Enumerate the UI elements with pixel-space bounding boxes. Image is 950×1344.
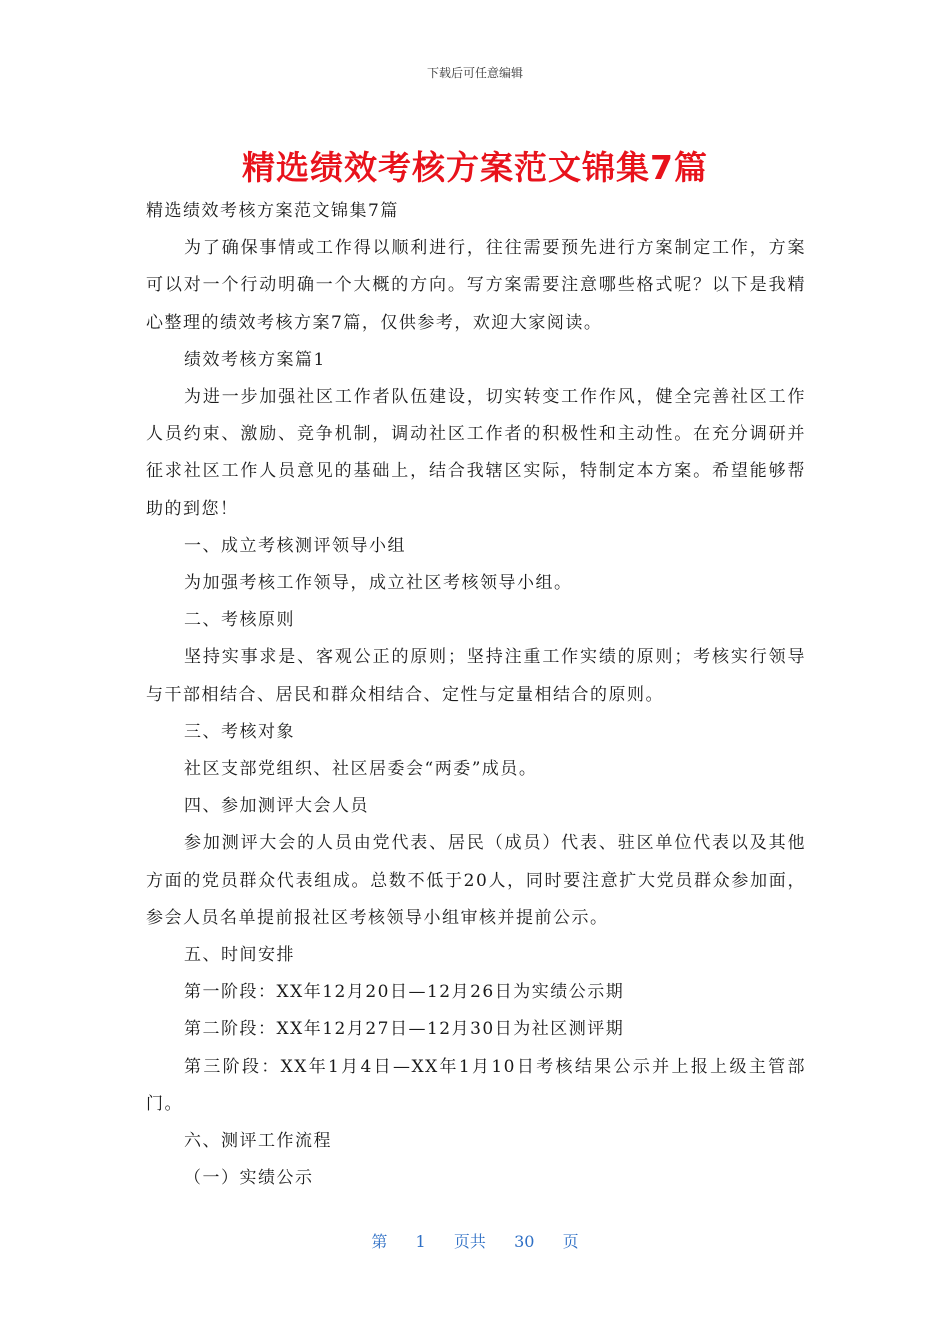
body-paragraph: 第三阶段：XX年1月4日—XX年1月10日考核结果公示并上报上级主管部门。 [146,1056,806,1114]
section-heading: 一、成立考核测评领导小组 [184,535,406,556]
document-body [146,193,806,1197]
section-heading: 六、测评工作流程 [184,1131,332,1152]
body-paragraph: 第一阶段：XX年12月20日—12月26日为实绩公示期 [184,982,625,1003]
section-heading: 二、考核原则 [184,610,295,631]
total-page-count: 30 [514,1232,535,1251]
body-paragraph: 为加强考核工作领导，成立社区考核领导小组。 [184,573,573,594]
document-title: 精选绩效考核方案范文锦集7篇 [242,148,708,187]
body-paragraph: 为进一步加强社区工作者队伍建设，切实转变工作作风，健全完善社区工作人员约束、激励、竞争机制，调动社区工作者的积极性和主动性。在充分调研并征求社区工作人员意见的基础上，结合我辖区实际，特制定本方案。希望能够帮助的到您！ [146,387,806,519]
body-paragraph: 参加测评大会的人员由党代表、居民（成员）代表、驻区单位代表以及其他方面的党员群众代表组成。总数不低于20人，同时要注意扩大党员群众参加面，参会人员名单提前报社区考核领导小组审核并提前公示。 [146,833,806,928]
body-paragraph: 精选绩效考核方案范文锦集7篇 [146,201,399,221]
footer-mid: 页共 [453,1232,486,1251]
page-header: 下载后可任意编辑 [426,66,523,80]
body-paragraph: 为了确保事情或工作得以顺利进行，往往需要预先进行方案制定工作，方案可以对一个行动明确一个大概的方向。写方案需要注意哪些格式呢？以下是我精心整理的绩效考核方案7篇，仅供参考，欢迎大家阅读。 [146,238,806,333]
section-heading: （一）实绩公示 [184,1168,314,1189]
footer-prefix: 第 [371,1232,388,1251]
section-heading: 五、时间安排 [184,945,295,966]
page-footer [0,1229,950,1252]
section-heading: 四、参加测评大会人员 [184,796,369,817]
section-heading: 三、考核对象 [184,721,295,742]
current-page-number: 1 [415,1232,426,1251]
section-heading: 绩效考核方案篇1 [184,349,326,370]
body-paragraph: 第二阶段：XX年12月27日—12月30日为社区测评期 [184,1019,625,1040]
footer-suffix: 页 [562,1232,579,1251]
body-paragraph: 坚持实事求是、客观公正的原则；坚持注重工作实绩的原则；考核实行领导与干部相结合、居民和群众相结合、定性与定量相结合的原则。 [146,647,806,705]
body-paragraph: 社区支部党组织、社区居委会“两委”成员。 [184,759,538,780]
